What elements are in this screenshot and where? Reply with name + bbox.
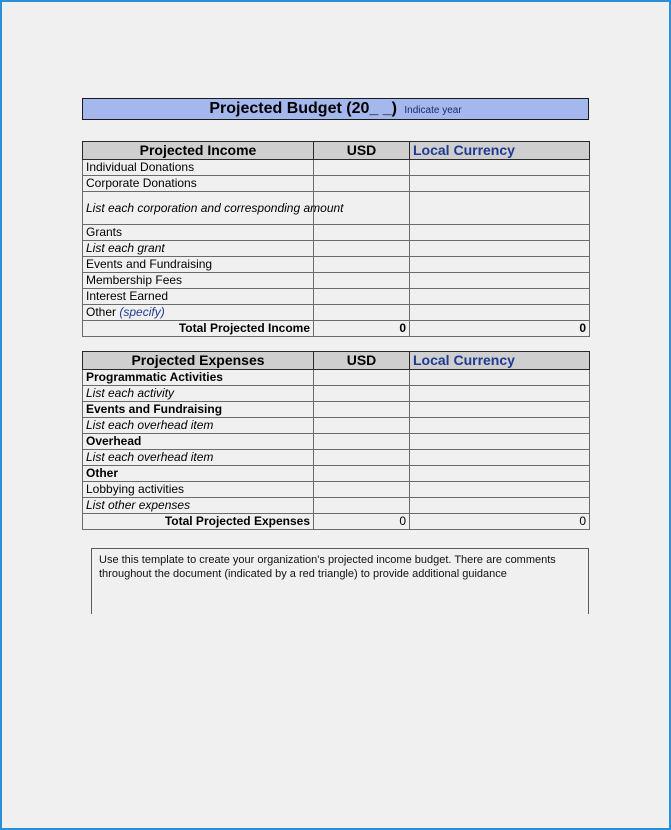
income-row-label: Interest Earned (83, 289, 314, 305)
expense-usd-cell[interactable] (314, 418, 410, 434)
income-table (82, 141, 590, 337)
expense-local-cell[interactable] (410, 450, 590, 466)
income-row-label: List each grant (83, 241, 314, 257)
table-row (83, 225, 590, 241)
expenses-header-label: Projected Expenses (83, 352, 314, 370)
table-row (83, 257, 590, 273)
income-header-label: Projected Income (83, 142, 314, 160)
income-local-cell[interactable] (410, 241, 590, 257)
table-row (83, 434, 590, 450)
expense-row-label: List each activity (83, 386, 314, 402)
table-row (83, 241, 590, 257)
table-row (83, 482, 590, 498)
expense-local-cell[interactable] (410, 386, 590, 402)
expense-local-cell[interactable] (410, 482, 590, 498)
income-usd-cell[interactable] (314, 241, 410, 257)
income-row-label: Individual Donations (83, 160, 314, 176)
expense-local-cell[interactable] (410, 402, 590, 418)
expenses-header-local: Local Currency (410, 352, 590, 370)
expenses-total-row (83, 514, 590, 530)
table-row (83, 370, 590, 386)
income-header-local: Local Currency (410, 142, 590, 160)
expense-row-label: Other (83, 466, 314, 482)
table-row (83, 176, 590, 192)
expense-local-cell[interactable] (410, 418, 590, 434)
income-total-local: 0 (410, 321, 590, 337)
income-usd-cell[interactable] (314, 225, 410, 241)
income-usd-cell[interactable] (314, 257, 410, 273)
budget-title: Projected Budget (20_ _) (209, 100, 397, 117)
year-note: Indicate year (404, 105, 462, 116)
expenses-header-row (83, 352, 590, 370)
income-local-cell[interactable] (410, 225, 590, 241)
income-row-label: Corporate Donations (83, 176, 314, 192)
expense-row-label: Lobbying activities (83, 482, 314, 498)
expenses-header-usd: USD (314, 352, 410, 370)
other-label: Other (86, 305, 117, 319)
income-usd-cell[interactable] (314, 273, 410, 289)
income-row-label: Events and Fundraising (83, 257, 314, 273)
income-header-usd: USD (314, 142, 410, 160)
expenses-total-local: 0 (410, 514, 590, 530)
table-row (83, 402, 590, 418)
instruction-note: Use this template to create your organization's projected income budget. There are comments throughout the document (indicated by a red triangle) to provide additional guidance (91, 548, 589, 614)
expense-row-label: List other expenses (83, 498, 314, 514)
table-row (83, 418, 590, 434)
expense-usd-cell[interactable] (314, 450, 410, 466)
income-local-cell[interactable] (410, 289, 590, 305)
income-local-cell[interactable] (410, 160, 590, 176)
income-local-cell[interactable] (410, 273, 590, 289)
expense-usd-cell[interactable] (314, 434, 410, 450)
income-usd-cell[interactable] (314, 289, 410, 305)
income-header-row (83, 142, 590, 160)
income-local-cell[interactable] (410, 192, 590, 225)
expense-row-label: List each overhead item (83, 450, 314, 466)
table-row (83, 386, 590, 402)
expense-local-cell[interactable] (410, 434, 590, 450)
table-row (83, 466, 590, 482)
expense-usd-cell[interactable] (314, 482, 410, 498)
specify-hint: (specify) (119, 305, 165, 319)
income-usd-cell[interactable] (314, 176, 410, 192)
table-row (83, 160, 590, 176)
expenses-total-usd: 0 (314, 514, 410, 530)
expenses-table (82, 351, 590, 530)
expense-row-label: Programmatic Activities (83, 370, 314, 386)
income-total-usd: 0 (314, 321, 410, 337)
expense-usd-cell[interactable] (314, 466, 410, 482)
income-local-cell[interactable] (410, 305, 590, 321)
expenses-total-label: Total Projected Expenses (83, 514, 314, 530)
expense-usd-cell[interactable] (314, 402, 410, 418)
expense-row-label: Overhead (83, 434, 314, 450)
income-total-row (83, 321, 590, 337)
income-total-label: Total Projected Income (83, 321, 314, 337)
expense-row-label: Events and Fundraising (83, 402, 314, 418)
table-row (83, 305, 590, 321)
income-row-label (83, 305, 314, 321)
income-usd-cell[interactable] (314, 305, 410, 321)
expense-local-cell[interactable] (410, 370, 590, 386)
table-row (83, 289, 590, 305)
table-row (83, 498, 590, 514)
income-local-cell[interactable] (410, 176, 590, 192)
table-row (83, 273, 590, 289)
expense-usd-cell[interactable] (314, 498, 410, 514)
expense-local-cell[interactable] (410, 498, 590, 514)
table-row (83, 450, 590, 466)
expense-usd-cell[interactable] (314, 386, 410, 402)
expense-local-cell[interactable] (410, 466, 590, 482)
budget-title-bar (82, 98, 589, 120)
expense-row-label: List each overhead item (83, 418, 314, 434)
expense-usd-cell[interactable] (314, 370, 410, 386)
income-local-cell[interactable] (410, 257, 590, 273)
table-row (83, 192, 590, 225)
income-usd-cell[interactable] (314, 160, 410, 176)
income-row-label: Membership Fees (83, 273, 314, 289)
income-row-label: List each corporation and corresponding amount (83, 192, 314, 225)
income-row-label: Grants (83, 225, 314, 241)
